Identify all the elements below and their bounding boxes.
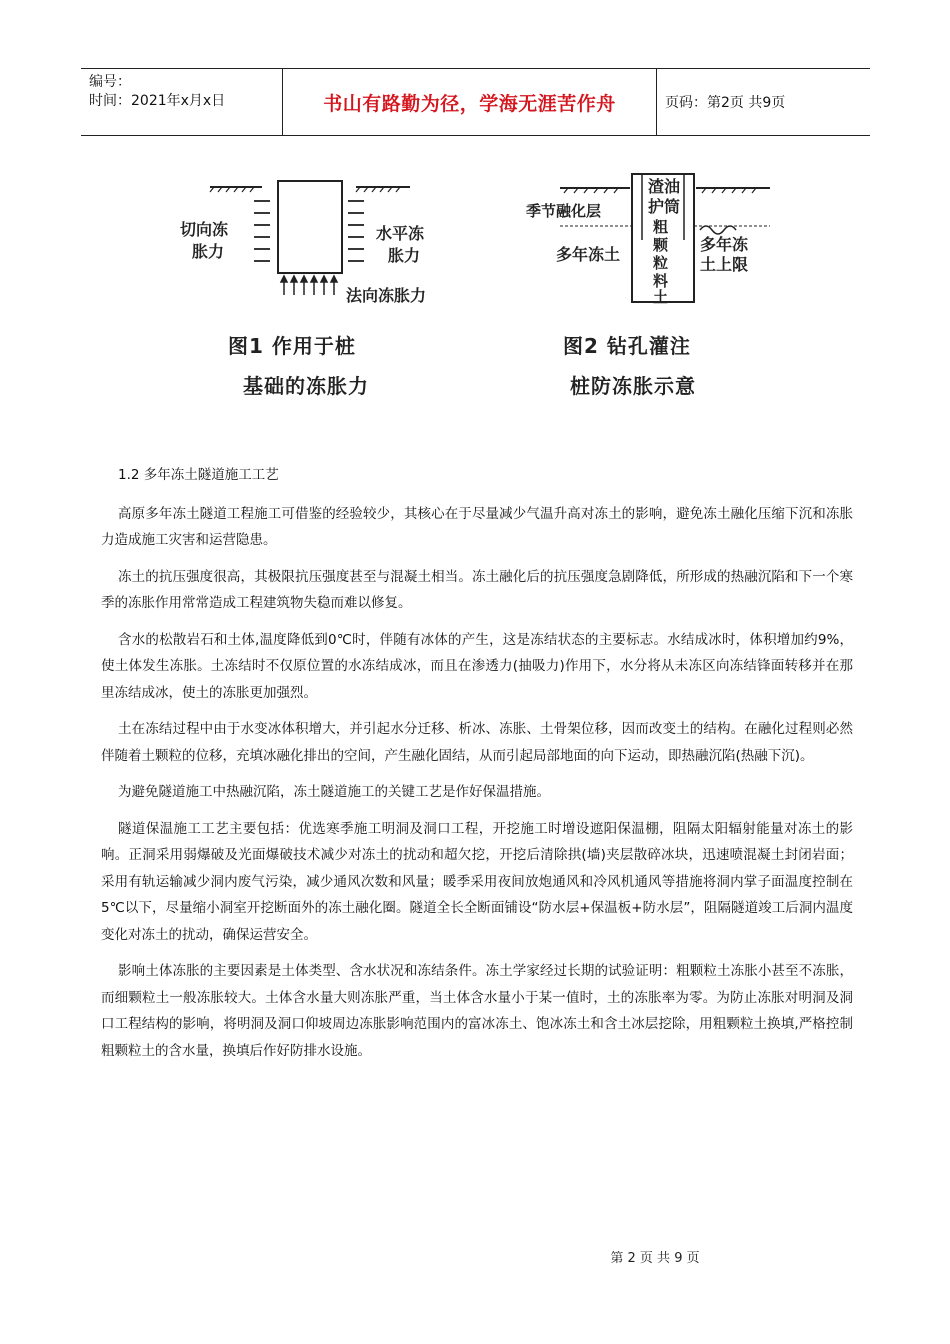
label-seasonal: 季节融化层	[526, 202, 602, 220]
label-horizontal-1: 水平冻	[376, 224, 425, 243]
figure-1-diagram	[170, 175, 460, 315]
label-normal: 法向冻胀力	[346, 286, 427, 305]
paragraph-6: 隧道保温施工工艺主要包括：优选寒季施工明洞及洞口工程，开挖施工时增设遮阳保温棚，阻隔太阳辐射能量对冻土的影响。正洞采用弱爆破及光面爆破技术减少对冻土的扰动和超欠挖，开挖后清除拱(墙)夹层散碎冰块，迅速喷混凝土封闭岩面；采用有轨运输减少洞内废气污染，减少通风次数和风量；暖季采用夜间放炮通风和冷风机通风等措施将洞内掌子面温度控制在5℃以下，尽量缩小洞室开挖断面外的冻土融化圈。隧道全长全断面铺设“防水层+保温板+防水层”，阻隔隧道竣工后洞内温度变化对冻土的扰动，确保运营安全。	[101, 820, 853, 943]
header-page-cell	[657, 69, 870, 135]
figure-1-caption-line1: 图1 作用于桩	[228, 334, 356, 358]
figure-1-caption-line2: 基础的冻胀力	[243, 374, 369, 398]
header-motto-cell	[283, 69, 657, 135]
paragraph-7: 影响土体冻胀的主要因素是土体类型、含水状况和冻结条件。冻土学家经过长期的试验证明：粗颗粒土冻胀小甚至不冻胀，而细颗粒土一般冻胀较大。土体含水量大则冻胀严重，当土体含水量小于某一值时，土的冻胀率为零。为防止冻胀对明洞及洞口工程结构的影响，将明洞及洞口仰坡周边冻胀影响范围内的富冰冻土、饱冰冻土和含土冰层挖除，用粗颗粒土换填,严格控制粗颗粒土的含水量，换填后作好防排水设施。	[101, 963, 853, 1059]
label-coarse-4: 料	[653, 272, 669, 290]
label-upper-limit-1: 多年冻	[700, 235, 749, 254]
paragraph-5: 为避免隧道施工中热融沉陷，冻土隧道施工的关键工艺是作好保温措施。	[118, 784, 550, 800]
label-tangential-2: 胀力	[192, 242, 225, 261]
motto-text: 书山有路勤为径，学海无涯苦作舟	[323, 92, 616, 115]
figure-2-caption-line2: 桩防冻胀示意	[570, 374, 696, 398]
document-header	[81, 68, 870, 136]
label-horizontal-2: 胀力	[388, 246, 421, 265]
label-oil: 渣油	[648, 177, 681, 196]
time-label: 时间：2021年x月x日	[89, 93, 226, 109]
figure-2-diagram	[520, 170, 790, 310]
figure-2-caption-line1: 图2 钻孔灌注	[563, 334, 691, 358]
paragraph-2: 冻土的抗压强度很高，其极限抗压强度甚至与混凝土相当。冻土融化后的抗压强度急剧降低，所形成的热融沉陷和下一个寒季的冻胀作用常常造成工程建筑物失稳而难以修复。	[101, 568, 853, 611]
label-casing: 护筒	[648, 197, 681, 216]
figure-2	[520, 170, 790, 310]
paragraph-3: 含水的松散岩石和土体,温度降低到0℃时，伴随有冰体的产生，这是冻结状态的主要标志。水结成冰时，体积增加约9%，使土体发生冻胀。土冻结时不仅原位置的水冻结成冰，而且在渗透力(抽吸力)作用下，水分将从未冻区向冻结锋面转移并在那里冻结成冰，使土的冻胀更加强烈。	[101, 631, 853, 701]
paragraph-1: 高原多年冻土隧道工程施工可借鉴的经验较少，其核心在于尽量减少气温升高对冻土的影响，避免冻土融化压缩下沉和冻胀力造成施工灾害和运营隐患。	[101, 505, 853, 548]
footer-page-number: 第 2 页 共 9 页	[610, 1251, 700, 1266]
body-content	[101, 462, 853, 1074]
label-coarse-1: 粗	[653, 218, 669, 236]
page-footer	[0, 1247, 950, 1266]
number-label: 编号：	[89, 74, 131, 90]
section-title: 1.2 多年冻土隧道施工工艺	[118, 467, 279, 483]
label-tangential-1: 切向冻	[180, 220, 229, 239]
header-left-cell	[81, 69, 283, 135]
label-coarse-3: 粒	[653, 254, 669, 272]
label-coarse-2: 颗	[653, 236, 669, 254]
paragraph-4: 土在冻结过程中由于水变冰体积增大，并引起水分迁移、析冰、冻胀、土骨架位移，因而改变土的结构。在融化过程则必然伴随着土颗粒的位移，充填冰融化排出的空间，产生融化固结，从而引起局部地面的向下运动，即热融沉陷(热融下沉)。	[101, 721, 853, 764]
label-permafrost: 多年冻土	[556, 245, 621, 264]
figure-1	[170, 175, 460, 315]
label-upper-limit-2: 土上限	[700, 255, 749, 274]
page-code: 页码：第2页 共9页	[665, 95, 786, 111]
label-coarse-5: 土	[653, 288, 669, 306]
